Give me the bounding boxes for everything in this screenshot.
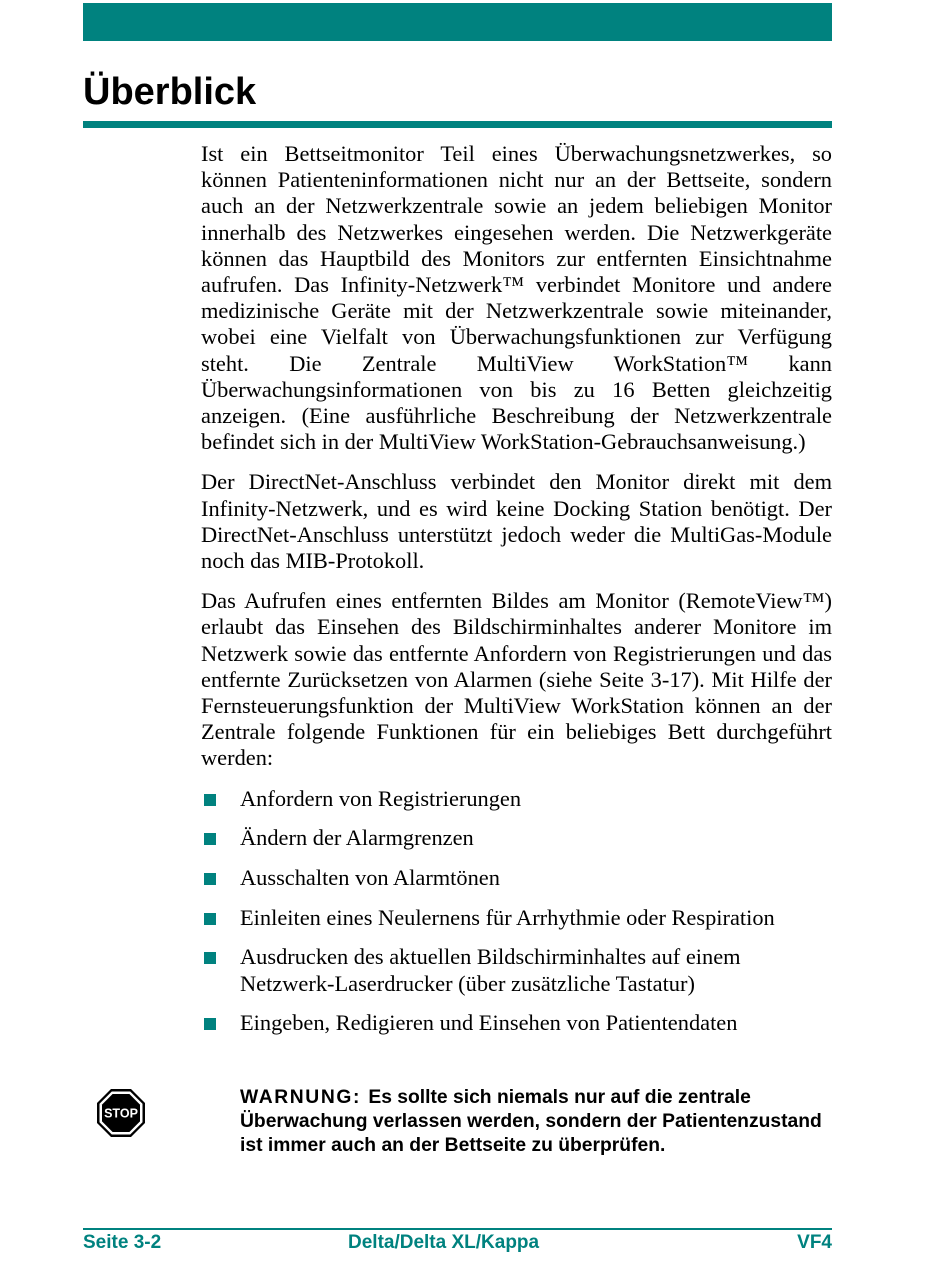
square-bullet-icon	[204, 952, 216, 964]
title-underline-rule	[83, 121, 832, 128]
warning-box	[240, 1086, 832, 1158]
square-bullet-icon	[204, 1018, 216, 1030]
warning-label: WARNUNG:	[240, 1087, 361, 1108]
list-item: Anfordern von Registrierungen	[201, 786, 832, 812]
square-bullet-icon	[204, 913, 216, 925]
list-item: Ausdrucken des aktuellen Bildschirminhaltes auf einem Netzwerk-Laserdrucker (über zusätzliche Tastatur)	[201, 944, 832, 996]
page-number: Seite 3-2	[83, 1232, 162, 1253]
footer-rule	[83, 1228, 832, 1230]
paragraph-directnet: Der DirectNet-Anschluss verbindet den Monitor direkt mit dem Infinity-Netzwerk, und es wird keine Docking Station benötigt. Der DirectNet-Anschluss unterstützt jedoch weder die MultiGas-Module noch das MIB-Protokoll.	[201, 469, 832, 574]
stop-sign-icon	[96, 1088, 146, 1138]
paragraph-network-overview: Ist ein Bettseitmonitor Teil eines Überwachungsnetzwerkes, so können Patienteninformationen nicht nur an der Bettseite, sondern auch an der Netzwerkzentrale sowie an jedem beliebigen Monitor innerhalb des Netzwerkes eingesehen werden. Die Netzwerkgeräte können das Hauptbild des Monitors zur entfernten Einsichtnahme aufrufen. Das Infinity-Netzwerk™ verbindet Monitore und andere medizinische Geräte mit der Netzwerkzentrale sowie miteinander, wobei eine Vielfalt von Überwachungsfunktionen zur Verfügung steht. Die Zentrale MultiView WorkStation™ kann Überwachungsinformationen von bis zu 16 Betten gleichzeitig anzeigen. (Eine ausführliche Beschreibung der Netzwerkzentrale befindet sich in der MultiView WorkStation-Gebrauchsanweisung.)	[201, 141, 832, 455]
page-footer	[83, 1232, 832, 1258]
square-bullet-icon	[204, 794, 216, 806]
list-item: Eingeben, Redigieren und Einsehen von Patientendaten	[201, 1010, 832, 1036]
square-bullet-icon	[204, 833, 216, 845]
svg-text:STOP: STOP	[104, 1106, 138, 1121]
header-color-bar	[83, 3, 832, 41]
list-item: Ausschalten von Alarmtönen	[201, 865, 832, 891]
version-label: VF4	[797, 1232, 832, 1253]
square-bullet-icon	[204, 873, 216, 885]
paragraph-remote-view: Das Aufrufen eines entfernten Bildes am Monitor (RemoteView™) erlaubt das Einsehen des Bildschirminhaltes anderer Monitore im Netzwerk sowie das entfernte Anfordern von Registrierungen und das entfernte Zurücksetzen von Alarmen (siehe Seite 3-17). Mit Hilfe der Fernsteuerungsfunktion der MultiView WorkStation können an der Zentrale folgende Funktionen für ein beliebiges Bett durchgeführt werden:	[201, 588, 832, 771]
list-item: Einleiten eines Neulernens für Arrhythmie oder Respiration	[201, 905, 832, 931]
page-title: Überblick	[83, 71, 257, 113]
body-text	[201, 141, 832, 1050]
function-list	[201, 786, 832, 1037]
product-name: Delta/Delta XL/Kappa	[348, 1232, 540, 1253]
list-item: Ändern der Alarmgrenzen	[201, 825, 832, 851]
warning-text: Es sollte sich niemals nur auf die zentrale Überwachung verlassen werden, sondern der Patientenzustand ist immer auch an der Bettseite zu überprüfen.	[240, 1087, 822, 1156]
